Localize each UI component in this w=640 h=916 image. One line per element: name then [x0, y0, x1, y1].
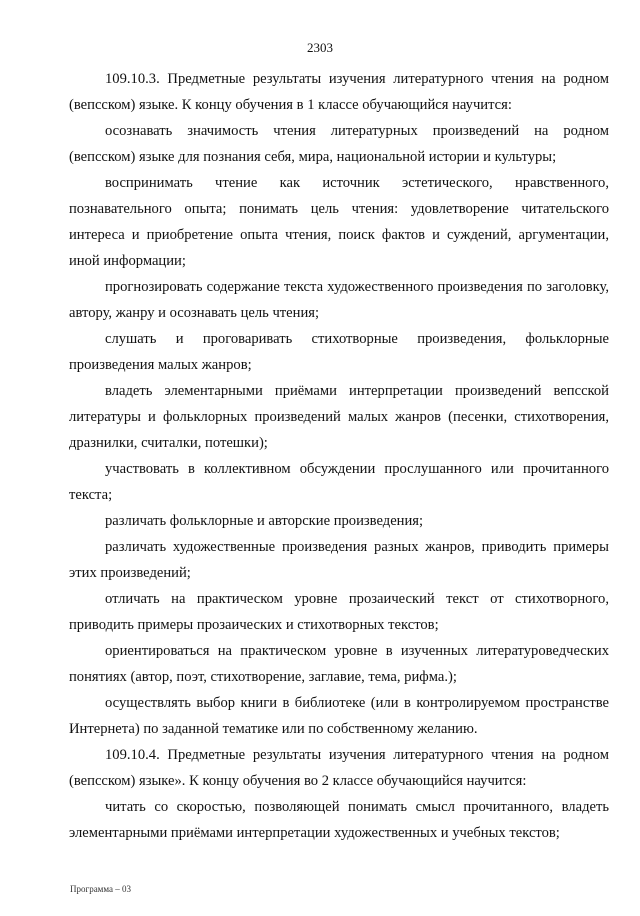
paragraph: владеть элементарными приёмами интерпретации произведений вепсской литературы и фольклорных произведений малых жанров (песенки, стихотворения, дразнилки, считалки, потешки); [69, 383, 609, 451]
paragraph: осознавать значимость чтения литературных произведений на родном (вепсском) языке для познания себя, мира, национальной истории и культуры; [69, 123, 609, 165]
paragraph: различать художественные произведения разных жанров, приводить примеры этих произведений; [69, 539, 609, 581]
paragraph: участвовать в коллективном обсуждении прослушанного или прочитанного текста; [69, 461, 609, 503]
paragraph: читать со скоростью, позволяющей понимать смысл прочитанного, владеть элементарными приёмами интерпретации художественных и учебных текстов; [69, 799, 609, 841]
paragraph: отличать на практическом уровне прозаический текст от стихотворного, приводить примеры прозаических и стихотворных текстов; [69, 591, 609, 633]
paragraph: осуществлять выбор книги в библиотеке (или в контролируемом пространстве Интернета) по заданной тематике или по собственному желанию. [69, 695, 609, 737]
paragraph: прогнозировать содержание текста художественного произведения по заголовку, автору, жанру и осознавать цель чтения; [69, 279, 609, 321]
paragraph: воспринимать чтение как источник эстетического, нравственного, познавательного опыта; понимать цель чтения: удовлетворение читательского интереса и приобретение опыта чтения, поиск фактов и суждений, аргументации, иной информации; [69, 175, 609, 269]
paragraph: слушать и проговаривать стихотворные произведения, фольклорные произведения малых жанров; [69, 331, 609, 373]
document-body [69, 66, 609, 846]
paragraph: различать фольклорные и авторские произведения; [105, 513, 424, 529]
paragraph: ориентироваться на практическом уровне в изученных литературоведческих понятиях (автор, поэт, стихотворение, заглавие, тема, рифма.); [69, 643, 609, 685]
page-number: 2303 [307, 40, 333, 55]
paragraph-section-109-10-3: 109.10.3. Предметные результаты изучения литературного чтения на родном (вепсском) языке. К концу обучения в 1 классе обучающийся научится: [69, 71, 609, 113]
paragraph-section-109-10-4: 109.10.4. Предметные результаты изучения литературного чтения на родном (вепсском) языке». К концу обучения во 2 классе обучающийся научится: [69, 747, 609, 789]
footer-label: Программа – 03 [70, 884, 132, 894]
